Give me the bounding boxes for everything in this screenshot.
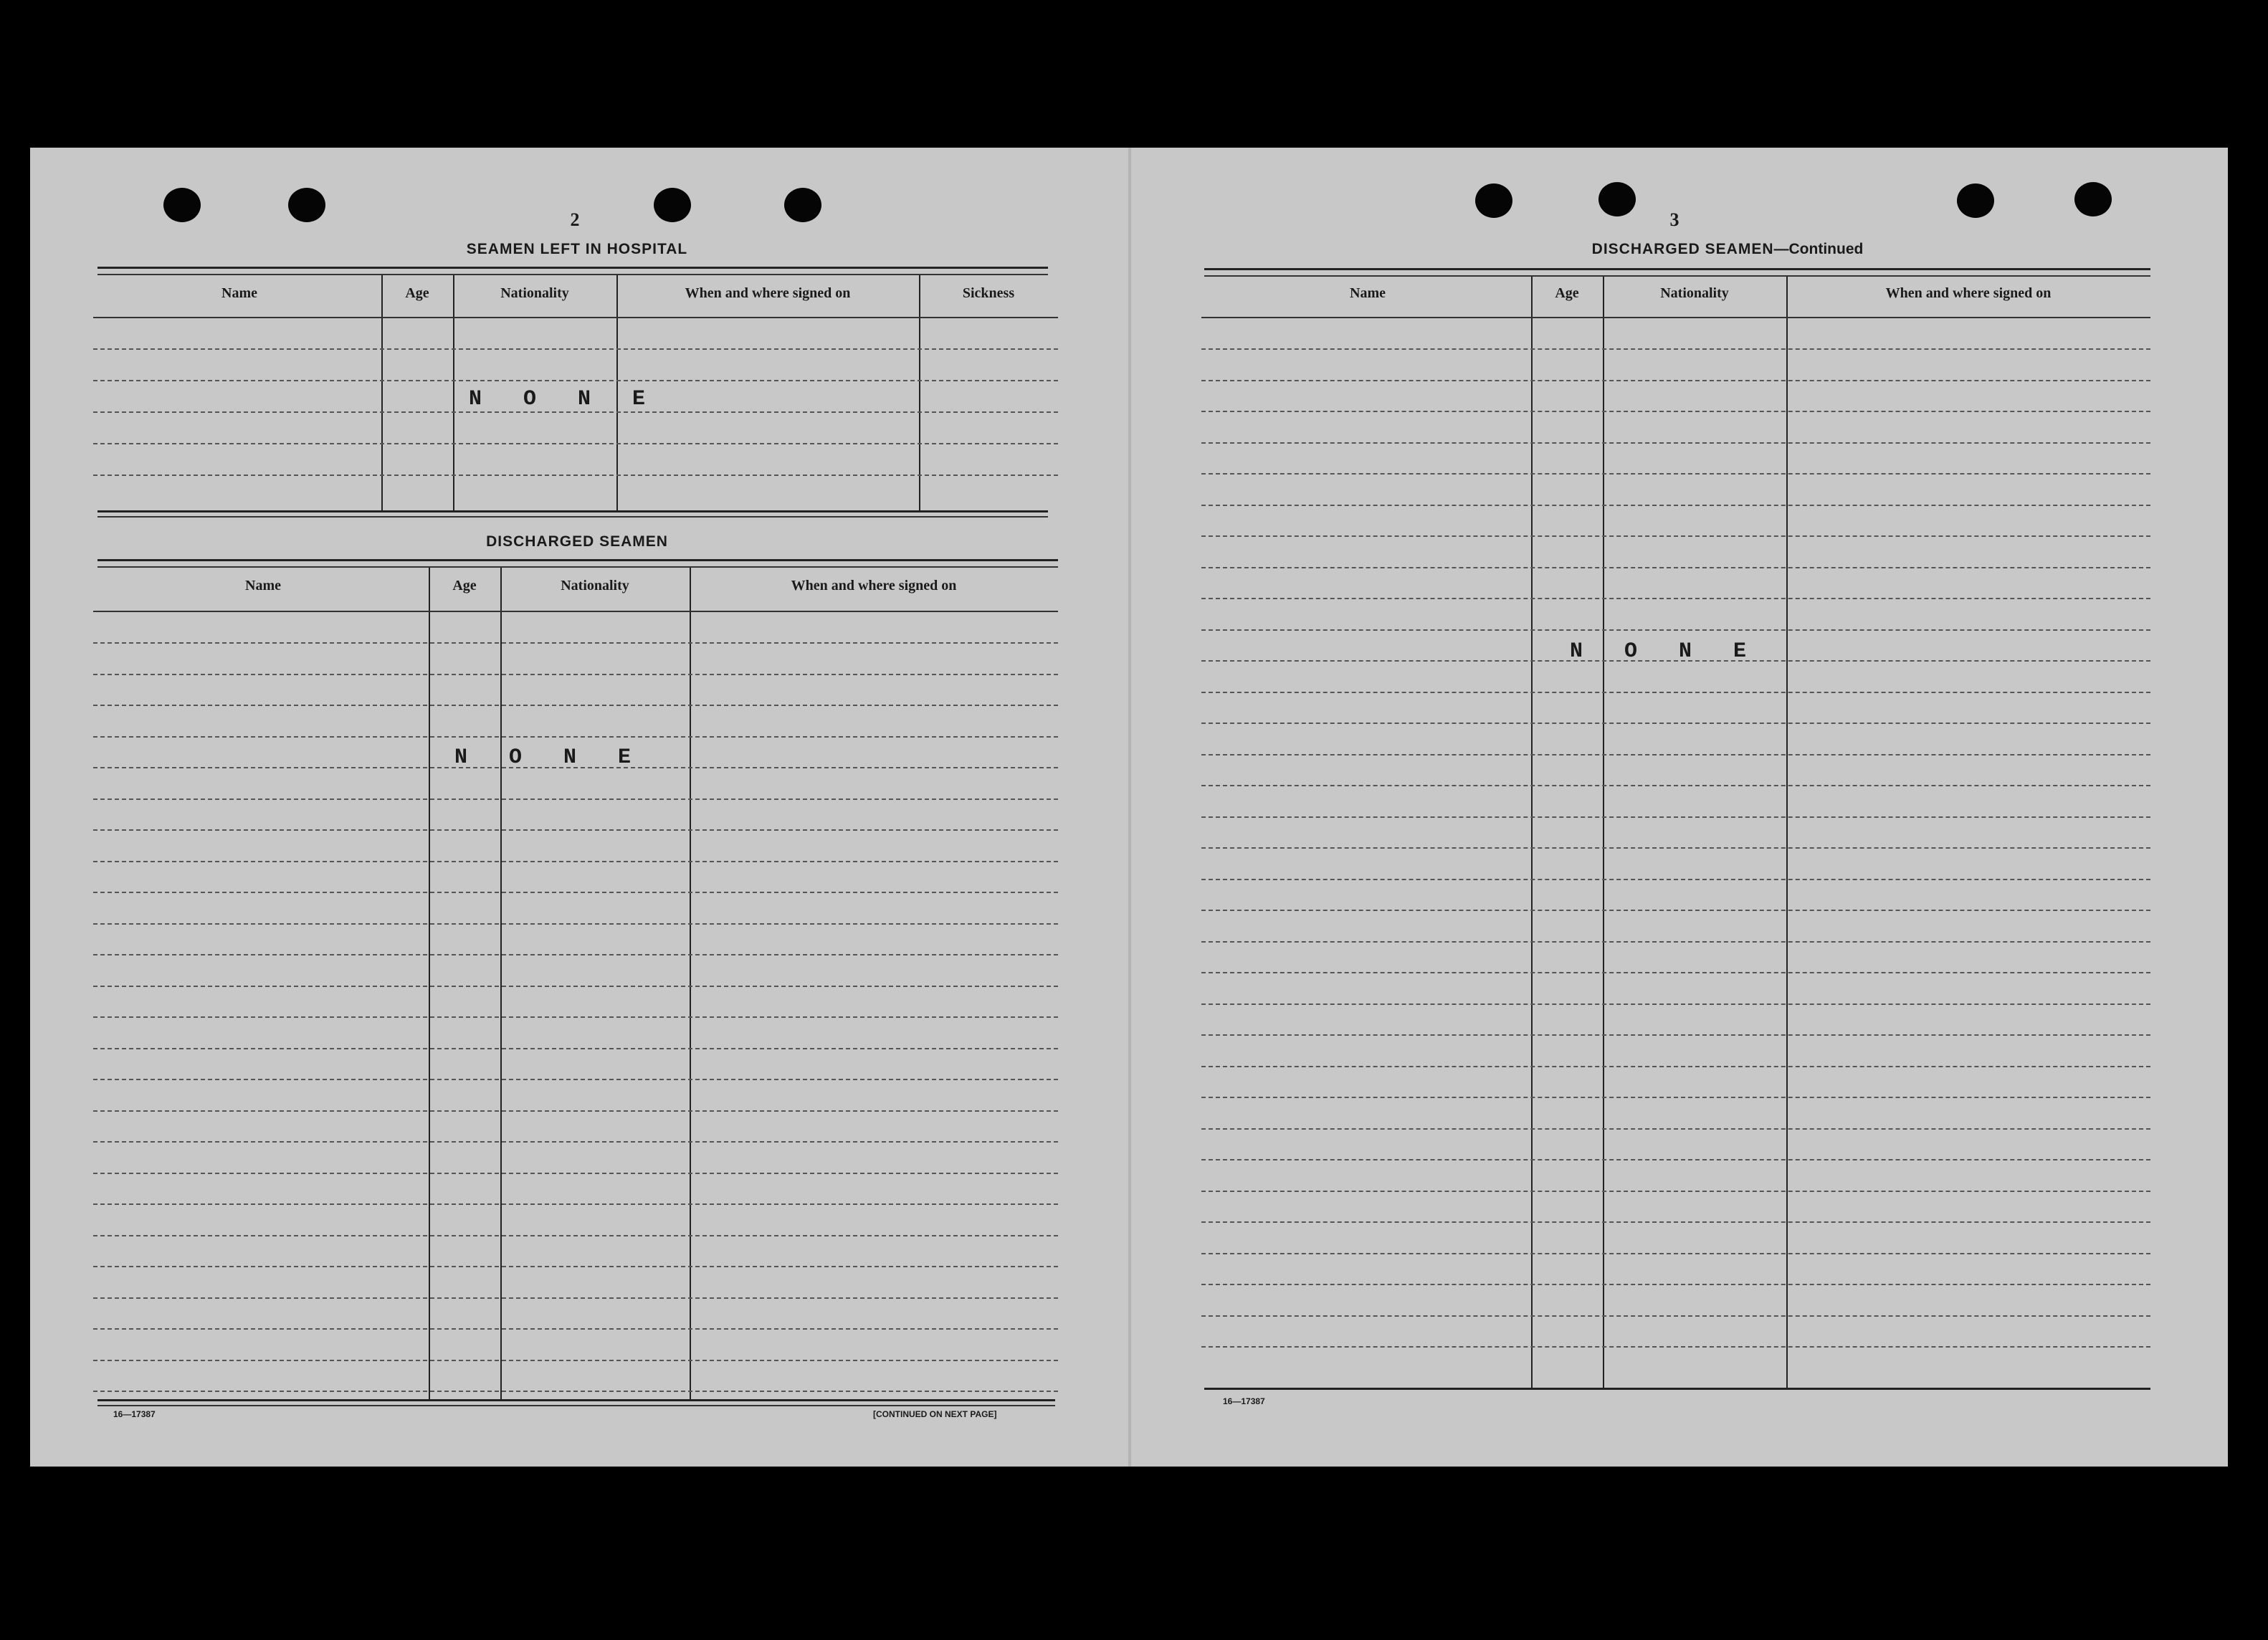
table-row-line: [1201, 505, 2150, 506]
column-header-age: Age: [452, 578, 477, 593]
punch-hole: [1598, 182, 1636, 216]
table-row-line: [1201, 598, 2150, 599]
punch-hole: [2074, 182, 2112, 216]
table-row-line: [93, 861, 1058, 862]
table-row-line: [93, 829, 1058, 831]
table-row-line: [93, 1391, 1058, 1392]
table-row-line: [93, 736, 1058, 738]
rule: [97, 559, 1058, 561]
table-row-line: [1201, 1221, 2150, 1223]
table-row-line: [1201, 972, 2150, 973]
table-row-line: [1201, 442, 2150, 444]
punch-hole: [163, 188, 201, 222]
none-entry: NONE: [1570, 639, 1788, 664]
table-row-line: [93, 1328, 1058, 1330]
table-row-line: [1201, 380, 2150, 381]
page-number: 3: [1669, 209, 1679, 230]
column-header-nationality: Nationality: [1660, 285, 1729, 301]
rule: [97, 1399, 1055, 1401]
table-row-line: [93, 1110, 1058, 1112]
page-fold: [1128, 148, 1131, 1467]
table-row-line: [93, 1048, 1058, 1049]
table-row-line: [1201, 692, 2150, 693]
rule: [1204, 268, 2150, 270]
table-row-line: [93, 611, 1058, 612]
column-header-age: Age: [405, 285, 429, 301]
column-header-nationality: Nationality: [500, 285, 569, 301]
column-header-signed-on: When and where signed on: [1885, 285, 2052, 301]
continued-note: [CONTINUED ON NEXT PAGE]: [873, 1409, 997, 1419]
table-row-line: [93, 1016, 1058, 1018]
table-row-line: [1201, 941, 2150, 943]
rule: [97, 510, 1048, 512]
rule: [1204, 1388, 2150, 1390]
table-row-line: [93, 642, 1058, 644]
rule: [97, 267, 1048, 269]
rule: [97, 516, 1048, 518]
column-header-age: Age: [1555, 285, 1579, 301]
column-header-signed-on: When and where signed on: [791, 578, 957, 593]
table-row-line: [1201, 879, 2150, 880]
column-divider: [690, 568, 691, 1401]
section-title-discharged-continued: [1405, 241, 2050, 258]
table-row-line: [1201, 1284, 2150, 1285]
table-row-line: [1201, 754, 2150, 755]
table-row-line: [93, 705, 1058, 706]
table-row-line: [93, 1235, 1058, 1236]
table-row-line: [1201, 1159, 2150, 1160]
table-row-line: [1201, 847, 2150, 849]
column-header-name: Name: [245, 578, 281, 593]
table-row-line: [1201, 1128, 2150, 1130]
punch-hole: [1957, 183, 1994, 218]
table-row-line: [1201, 785, 2150, 786]
table-row-line: [93, 923, 1058, 925]
table-row-line: [93, 380, 1058, 381]
table-row-line: [1201, 1066, 2150, 1067]
section-title-text: DISCHARGED SEAMEN: [1591, 241, 1774, 257]
none-entry: NONE: [454, 745, 673, 770]
table-row-line: [93, 892, 1058, 893]
rule: [97, 1405, 1055, 1406]
table-row-line: [1201, 1034, 2150, 1036]
table-row-line: [93, 348, 1058, 350]
section-title-suffix: —Continued: [1773, 241, 1864, 257]
rule: [97, 566, 1058, 568]
table-row-line: [93, 674, 1058, 675]
section-title-discharged: DISCHARGED SEAMEN: [486, 533, 668, 550]
table-row-line: [93, 443, 1058, 444]
table-row-line: [93, 1297, 1058, 1299]
table-row-line: [1201, 317, 2150, 318]
table-row-line: [93, 411, 1058, 413]
table-row-line: [93, 1141, 1058, 1143]
punch-hole: [784, 188, 821, 222]
table-row-line: [93, 1079, 1058, 1080]
table-row-line: [1201, 473, 2150, 475]
table-row-line: [1201, 567, 2150, 568]
table-row-line: [1201, 348, 2150, 350]
table-row-line: [93, 954, 1058, 955]
column-divider: [429, 568, 430, 1401]
form-number: 16—17387: [113, 1409, 156, 1419]
table-row-line: [1201, 1315, 2150, 1317]
table-row-line: [1201, 535, 2150, 537]
table-row-line: [93, 1266, 1058, 1267]
column-header-sickness: Sickness: [962, 285, 1015, 301]
form-number: 16—17387: [1223, 1396, 1265, 1406]
table-row-line: [1201, 1346, 2150, 1348]
table-row-line: [1201, 723, 2150, 724]
table-row-line: [93, 475, 1058, 476]
punch-hole: [654, 188, 691, 222]
table-row-line: [93, 798, 1058, 800]
table-row-line: [1201, 1253, 2150, 1254]
punch-hole: [1475, 183, 1512, 218]
table-row-line: [1201, 411, 2150, 412]
column-header-name: Name: [221, 285, 257, 301]
table-row-line: [93, 986, 1058, 987]
none-entry: NONE: [469, 387, 687, 411]
column-header-name: Name: [1350, 285, 1386, 301]
rule: [1204, 275, 2150, 277]
column-header-signed-on: When and where signed on: [685, 285, 851, 301]
table-row-line: [1201, 629, 2150, 631]
table-row-line: [1201, 1191, 2150, 1192]
table-row-line: [1201, 1097, 2150, 1098]
table-row-line: [93, 1203, 1058, 1205]
punch-hole: [288, 188, 325, 222]
table-row-line: [1201, 816, 2150, 818]
column-header-nationality: Nationality: [561, 578, 629, 593]
page-number: 2: [570, 209, 580, 230]
table-row-line: [93, 1360, 1058, 1361]
section-title-hospital: SEAMEN LEFT IN HOSPITAL: [466, 241, 688, 257]
table-row-line: [1201, 910, 2150, 911]
table-row-line: [93, 1173, 1058, 1174]
column-divider: [500, 568, 502, 1401]
table-row-line: [1201, 1003, 2150, 1005]
rule: [97, 274, 1048, 275]
table-row-line: [93, 317, 1058, 318]
